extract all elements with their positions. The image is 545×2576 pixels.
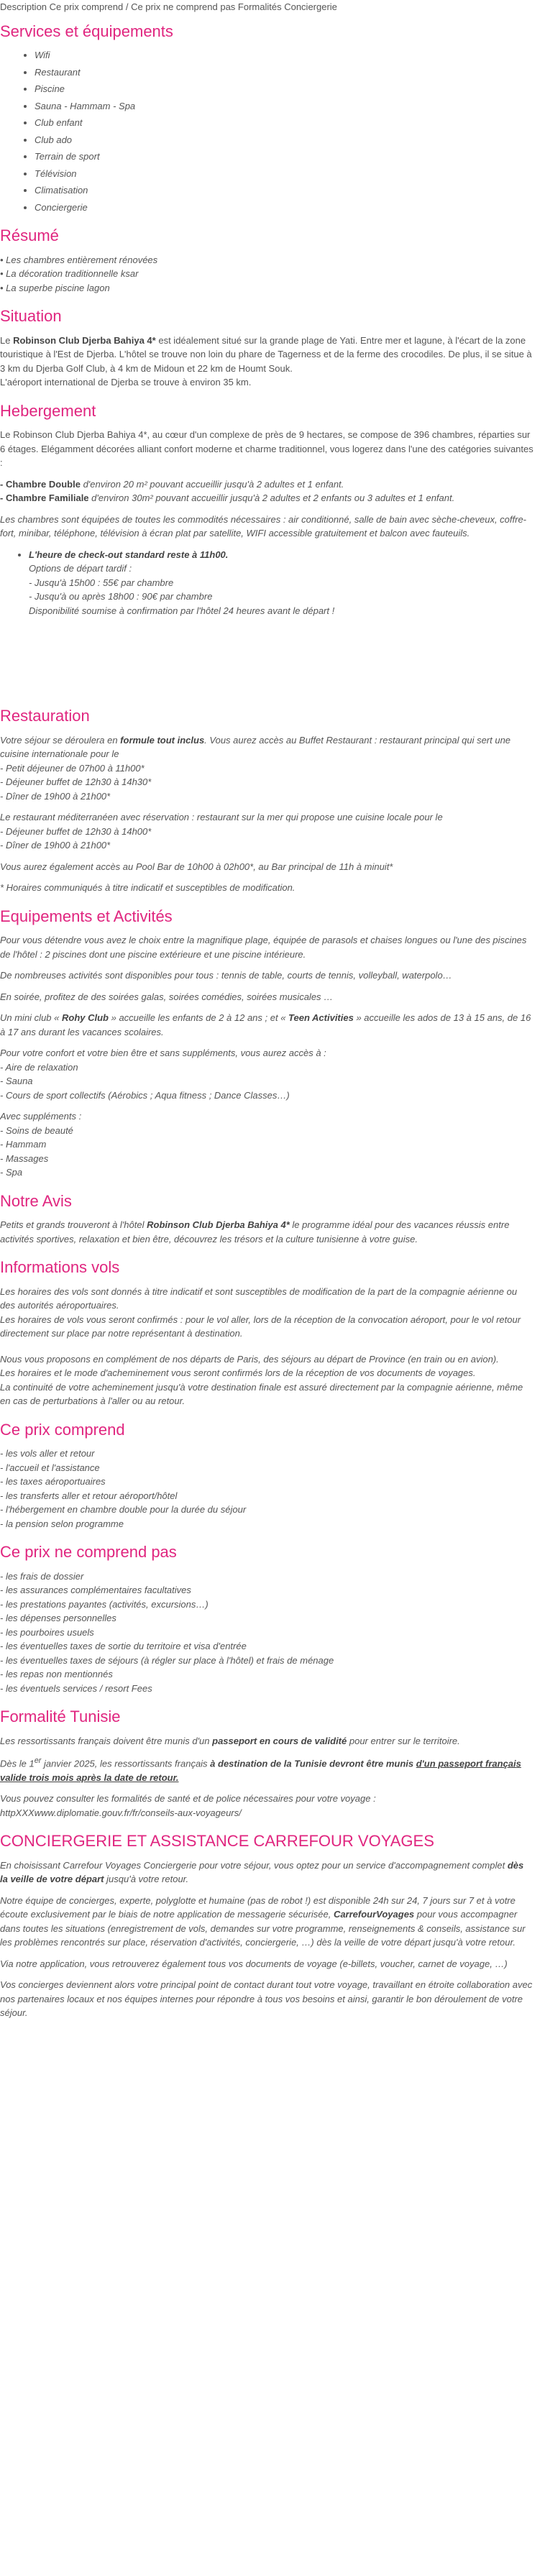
hotel-name: Robinson Club Djerba Bahiya 4* [13,334,156,346]
conciergerie-p3: Via notre application, vous retrouverez également tous vos documents de voyage (e-billets, voucher, carnet de voyage, …) [0,1958,508,1969]
checkout-item: • L'heure de check-out standard reste à 11h00. Options de départ tardif : - Jusqu'à 15h00 : 55€ par chambre - Jusqu'à ou après 18h00 : 90€ par chambre Disponibilité soumise à confirmation par l'hôtel 24 heures avant le départ ! [29,548,533,618]
vols-title: Informations vols [0,1258,120,1276]
list-item: • Wifi [35,48,533,63]
formalite-p3: Vous pouvez consulter les formalités de santé et de police nécessaires pour votre voyage : httpXXXwww.diplomatie.gouv.fr/fr/conseils-aux-voyageurs/ [0,1792,533,1820]
services-title: Services et équipements [0,22,173,40]
vols-p2: Nous vous proposons en complément de nos départs de Paris, des séjours au départ de Province (en train ou en avion). Les horaires et le mode d'acheminement vous seront confirmés lors de la réception de vos documents de voyages. La continuité de votre acheminement jusqu'à votre destination finale est assuré directement par la compagnie aérienne, même en cas de perturbations à l'aller ou au retour. [0,1353,523,1406]
comprend-list: - les vols aller et retour - l'accueil et l'assistance - les taxes aéroportuaires - les transferts aller et retour aéroport/hôtel - l'hébergement en chambre double pour la durée du séjour - la pension selon programme [0,1448,247,1529]
resume-list [0,253,533,295]
spacer [0,626,533,695]
formalite-title: Formalité Tunisie [0,1708,121,1725]
activites-p1: Pour vous détendre vous avez le choix entre la magnifique plage, équipée de parasols et chaises longues ou l'une des piscines de l'hôtel : 2 piscines dont une piscine extérieure et une piscine intérieure. [0,935,527,960]
list-item: • La superbe piscine lagon [0,282,110,293]
restauration-med: Le restaurant méditerranéen avec réservation : restaurant sur la mer qui propose une cuisine locale pour le - Déjeuner buffet de 12h30 à 14h00* - Dîner de 19h00 à 21h00* [0,812,443,851]
avis-title: Notre Avis [0,1191,72,1210]
hebergement-title: Hebergement [0,401,96,420]
conciergerie-p1: En choisissant Carrefour Voyages Conciergerie pour votre séjour, vous optez pour un service d'accompagnement complet dès la veille de votre départ jusqu'à votre retour. [0,1859,524,1885]
formalite-p1: Les ressortissants français doivent être munis d'un passeport en cours de validité pour entrer sur le territoire. [0,1735,460,1746]
checkout-title: L'heure de check-out standard reste à 11h00. [29,549,229,560]
list-item: • Restaurant [35,65,533,80]
vols-p1: Les horaires des vols sont donnés à titre indicatif et sont susceptibles de modification de la part de la compagnie aérienne ou des autorités aéroportuaires. Les horaires de vols vous seront confirmés : pour le vol aller, lors de la réception de la convocation aéroport, pour le vol retour directement sur place par notre représentant à destination. [0,1285,521,1339]
list-item: • Les chambres entièrement rénovées [0,254,158,265]
list-item: • Climatisation [35,183,533,198]
avis-text: Petits et grands trouveront à l'hôtel Robinson Club Djerba Bahiya 4* le programme idéal pour des vacances réussis entre activités sportives, relaxation et bien être, découvrez les trésors et la culture tunisienne à votre guise. [0,1219,510,1245]
activites-extras: Avec suppléments : - Soins de beauté - Hammam - Massages - Spa [0,1111,82,1178]
top-line: Description Ce prix comprend / Ce prix ne comprend pas Formalités Conciergerie [0,1,337,12]
room-types: - Chambre Double d'environ 20 m² pouvant accueillir jusqu'à 2 adultes et 1 enfant. - Chambre Familiale d'environ 30m² pouvant accueillir jusqu'à 2 adultes et 2 enfants ou 3 adultes et 1 enfant. [0,478,455,503]
activites-title: Equipements et Activités [0,907,173,925]
conciergerie-p4: Vos concierges deviennent alors votre principal point de contact durant tout votre voyage, travaillant en étroite collaboration avec nos partenaires locaux et nos équipes internes pour répondre à tous vos besoins et ainsi, garantir le bon déroulement de votre séjour. [0,1979,533,2019]
diplomatie-link[interactable]: httpXXXwww.diplomatie.gouv.fr/fr/conseils-aux-voyageurs/ [0,1807,242,1818]
services-list [0,48,533,214]
list-item: • Télévision [35,167,533,181]
list-item: • Conciergerie [35,201,533,215]
room2-label: - Chambre Familiale [0,492,89,503]
conciergerie-title: CONCIERGERIE ET ASSISTANCE CARREFOUR VOYAGES [0,1832,434,1851]
conciergerie-p2: Notre équipe de concierges, experte, polyglotte et humaine (pas de robot !) est disponible 24h sur 24, 7 jours sur 7 et à votre écoute exclusivement par le biais de notre application de messagerie sécurisée, CarrefourVoyages pour vous accompagner dans toutes les situations (enregistrement de vols, demandes sur votre programme, renseignements & conseils, assistance sur les problèmes rencontrés sur place, réservation d'activités, conciergerie, …) dès la veille de votre départ jusqu'à votre retour. [0,1894,526,1948]
list-item: • Club ado [35,133,533,147]
activites-clubs: Un mini club « Rohy Club » accueille les enfants de 2 à 12 ans ; et « Teen Activities » accueille les ados de 13 à 15 ans, de 16 à 17 ans durant les vacances scolaires. [0,1012,531,1037]
activites-p2: De nombreuses activités sont disponibles pour tous : tennis de table, courts de tennis, volleyball, waterpolo… [0,970,452,981]
list-item: • Club enfant [35,116,533,130]
hebergement-intro: Le Robinson Club Djerba Bahiya 4*, au cœur d'un complexe de près de 9 hectares, se compose de 396 chambres, réparties sur 6 étages. Elégamment décorées alliant confort moderne et charme traditionnel, vous logerez dans l'une des catégories suivantes : [0,429,533,468]
situation-text: Le Robinson Club Djerba Bahiya 4* est idéalement situé sur la grande plage de Yati. Entre mer et lagune, à l'écart de la zone touristique à l'Est de Djerba. L'hôtel se trouve non loin du phare de Tagerness et de la ferme des crocodiles. De plus, il se situe à 3 km du Djerba Golf Club, à 4 km de Midoun et 22 km de Houmt Souk. L'aéroport international de Djerba se trouve à environ 35 km. [0,334,532,388]
list-item: • Sauna - Hammam - Spa [35,99,533,114]
restauration-note: * Horaires communiqués à titre indicatif et susceptibles de modification. [0,882,296,893]
list-item: • Piscine [35,82,533,96]
restauration-bars: Vous aurez également accès au Pool Bar de 10h00 à 02h00*, au Bar principal de 11h à minuit* [0,861,393,872]
comprend-title: Ce prix comprend [0,1420,125,1439]
room-equipment: Les chambres sont équipées de toutes les commodités nécessaires : air conditionné, salle de bain avec sèche-cheveux, coffre-fort, minibar, téléphone, télévision à écran plat par satellite, WIFI accessible gratuitement et balcon avec fauteuils. [0,513,527,538]
ne-comprend-title: Ce prix ne comprend pas [0,1543,177,1561]
list-item: • La décoration traditionnelle ksar [0,268,139,279]
activites-p3: En soirée, profitez de des soirées galas, soirées comédies, soirées musicales … [0,991,334,1002]
ne-comprend-list: - les frais de dossier - les assurances complémentaires facultatives - les prestations payantes (activités, excursions…) - les dépenses personnelles - les pourboires usuels - les éventuelles taxes de sortie du territoire et visa d'entrée - les éventuelles taxes de séjours (à régler sur place à l'hôtel) et frais de ménage - les repas non mentionnés - les éventuels services / resort Fees [0,1570,334,1694]
situation-title: Situation [0,307,62,325]
airport-text: L'aéroport international de Djerba se trouve à environ 35 km. [0,377,252,388]
list-item: • Terrain de sport [35,150,533,164]
activites-wellness: Pour votre confort et votre bien être et sans suppléments, vous aurez accès à : - Aire de relaxation - Sauna - Cours de sport collectifs (Aérobics ; Aqua fitness ; Dance Classes…) [0,1048,326,1101]
checkout-list [0,548,533,618]
restauration-title: Restauration [0,707,90,725]
restauration-main: Votre séjour se déroulera en formule tout inclus. Vous aurez accès au Buffet Restaurant : restaurant principal qui sert une cuisine internationale pour le - Petit déjeuner de 07h00 à 11h00* - Déjeuner buffet de 12h30 à 14h30* - Dîner de 19h00 à 21h00* [0,734,511,802]
resume-title: Résumé [0,226,59,244]
room1-label: - Chambre Double [0,478,81,490]
formalite-p2: Dès le 1er janvier 2025, les ressortissants français à destination de la Tunisie devront être munis d'un passeport français valide trois mois après la date de retour. [0,1756,521,1783]
